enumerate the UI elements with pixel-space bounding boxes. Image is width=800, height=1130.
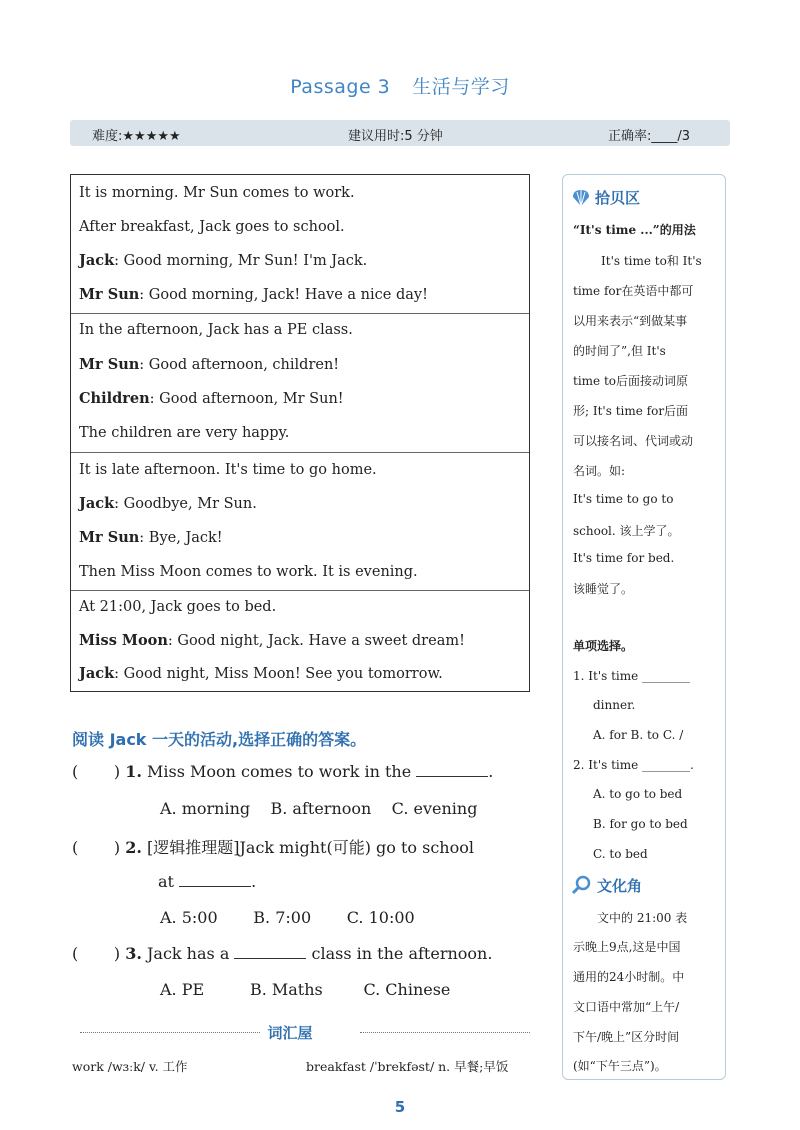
option[interactable]: A. PE — [160, 980, 205, 999]
vocab-title: 词汇屋 — [267, 1024, 313, 1042]
passage-line: At 21:00, Jack goes to bed. — [79, 599, 277, 615]
sc-line: 2. It's time ________. — [573, 758, 694, 772]
sc-line: A. to go to bed — [593, 787, 683, 801]
passage-line: Jack: Good morning, Mr Sun! I'm Jack. — [79, 252, 368, 269]
usage-line: 形; It's time for后面 — [573, 404, 689, 418]
question-2 — [72, 835, 474, 858]
passage-line: Jack: Goodbye, Mr Sun. — [79, 495, 257, 512]
passage-label: Passage 3 — [290, 76, 391, 98]
usage-line: school. 该上学了。 — [573, 524, 680, 538]
passage-line: Mr Sun: Bye, Jack! — [79, 529, 223, 546]
vocab-word: breakfast /ˈbrekfəst/ n. 早餐;早饭 — [306, 1059, 509, 1074]
sc-line: C. to bed — [593, 847, 648, 861]
question-2-options — [160, 908, 415, 927]
culture-line: 文中的 21:00 表 — [597, 911, 688, 925]
question-3 — [72, 944, 492, 963]
info-bar — [70, 120, 730, 146]
sidebar — [562, 174, 726, 1080]
usage-line: 的时间了”,但 It's — [573, 344, 666, 358]
passage-line: After breakfast, Jack goes to school. — [79, 219, 345, 235]
question-1-options — [160, 799, 477, 818]
sc-line: A. for B. to C. / — [593, 728, 684, 742]
magnifier-icon — [571, 875, 593, 895]
usage-line: It's time to go to — [573, 492, 674, 506]
answer-bracket[interactable]: ( ) — [72, 944, 121, 963]
passage-line: Then Miss Moon comes to work. It is evening. — [79, 564, 418, 580]
option[interactable]: C. 10:00 — [346, 908, 415, 927]
question-number: 3. — [125, 944, 142, 963]
answer-bracket[interactable]: ( ) — [72, 838, 121, 857]
passage-line: Miss Moon: Good night, Jack. Have a sweet dream! — [79, 632, 465, 649]
question-stem: Jack might(可能) go to school — [239, 838, 474, 857]
usage-line: It's time for bed. — [573, 551, 675, 565]
culture-line: 示晚上9点,这是中国 — [573, 940, 681, 954]
accuracy: 正确率:____/3 — [608, 129, 691, 144]
answer-blank[interactable] — [234, 944, 306, 959]
answer-bracket[interactable]: ( ) — [72, 762, 121, 781]
passage-line: Children: Good afternoon, Mr Sun! — [79, 390, 344, 407]
question-stem: Miss Moon comes to work in the — [146, 762, 412, 781]
usage-line: 可以接名词、代词或动 — [573, 434, 694, 448]
culture-line: 下午/晚上”区分时间 — [573, 1030, 680, 1044]
shell-title: 拾贝区 — [595, 189, 641, 207]
page-title — [0, 72, 800, 99]
option[interactable]: B. Maths — [249, 980, 323, 999]
question-2-cont: at . — [158, 872, 257, 891]
question-number: 1. — [125, 762, 142, 781]
page-number: 5 — [394, 1098, 406, 1116]
question-stem: class in the afternoon. — [311, 944, 493, 963]
usage-line: time to后面接动词原 — [573, 374, 689, 388]
vocab-divider — [360, 1032, 530, 1033]
passage-divider — [71, 313, 529, 314]
passage-line: Mr Sun: Good afternoon, children! — [79, 356, 340, 373]
sc-line: dinner. — [593, 698, 636, 712]
passage-line: In the afternoon, Jack has a PE class. — [79, 322, 353, 338]
answer-blank[interactable] — [416, 762, 488, 777]
option[interactable]: B. afternoon — [270, 799, 372, 818]
answer-blank[interactable] — [179, 872, 251, 887]
difficulty: 难度:★★★★★ — [92, 129, 181, 144]
usage-line: 该睡觉了。 — [573, 582, 634, 596]
culture-line: 通用的24小时制。中 — [573, 970, 685, 984]
passage-topic: 生活与学习 — [412, 76, 510, 98]
option[interactable]: C. Chinese — [363, 980, 451, 999]
question-stem: at — [158, 872, 174, 891]
usage-line: 以用来表示“到做某事 — [573, 314, 688, 328]
culture-line: (如“下午三点”)。 — [573, 1059, 667, 1073]
single-choice-title: 单项选择。 — [573, 639, 634, 653]
usage-line: 名词。如: — [573, 464, 626, 478]
question-3-options — [160, 980, 450, 999]
option[interactable]: C. evening — [391, 799, 478, 818]
option[interactable]: A. 5:00 — [160, 908, 218, 927]
culture-line: 文口语中常加“上午/ — [573, 1000, 680, 1014]
sc-line: B. for go to bed — [593, 817, 688, 831]
question-stem: Jack has a — [146, 944, 230, 963]
question-number: 2. — [125, 838, 142, 857]
culture-title: 文化角 — [597, 877, 643, 895]
passage-line: The children are very happy. — [79, 425, 290, 441]
usage-line: It's time to和 It's — [601, 254, 702, 268]
suggested-time: 建议用时:5 分钟 — [348, 129, 443, 144]
option[interactable]: A. morning — [160, 799, 251, 818]
passage-box — [70, 174, 530, 692]
question-1: ( ) 1. Miss Moon comes to work in the . — [72, 762, 494, 781]
passage-line: Mr Sun: Good morning, Jack! Have a nice day! — [79, 286, 428, 303]
passage-line: Jack: Good night, Miss Moon! See you tomorrow. — [79, 665, 443, 682]
passage-line: It is late afternoon. It's time to go home. — [79, 462, 377, 478]
passage-divider — [71, 452, 529, 453]
passage-line: It is morning. Mr Sun comes to work. — [79, 185, 355, 201]
vocab-word: work /wɜːk/ v. 工作 — [72, 1059, 188, 1074]
question-instruction: 阅读 Jack 一天的活动,选择正确的答案。 — [72, 730, 367, 749]
usage-title: “It's time ...”的用法 — [573, 223, 696, 237]
option[interactable]: B. 7:00 — [253, 908, 312, 927]
passage-divider — [71, 590, 529, 591]
usage-line: time for在英语中都可 — [573, 284, 694, 298]
question-tag: [逻辑推理题] — [146, 838, 240, 857]
shell-icon — [571, 189, 591, 207]
sc-line: 1. It's time ________ — [573, 669, 691, 683]
